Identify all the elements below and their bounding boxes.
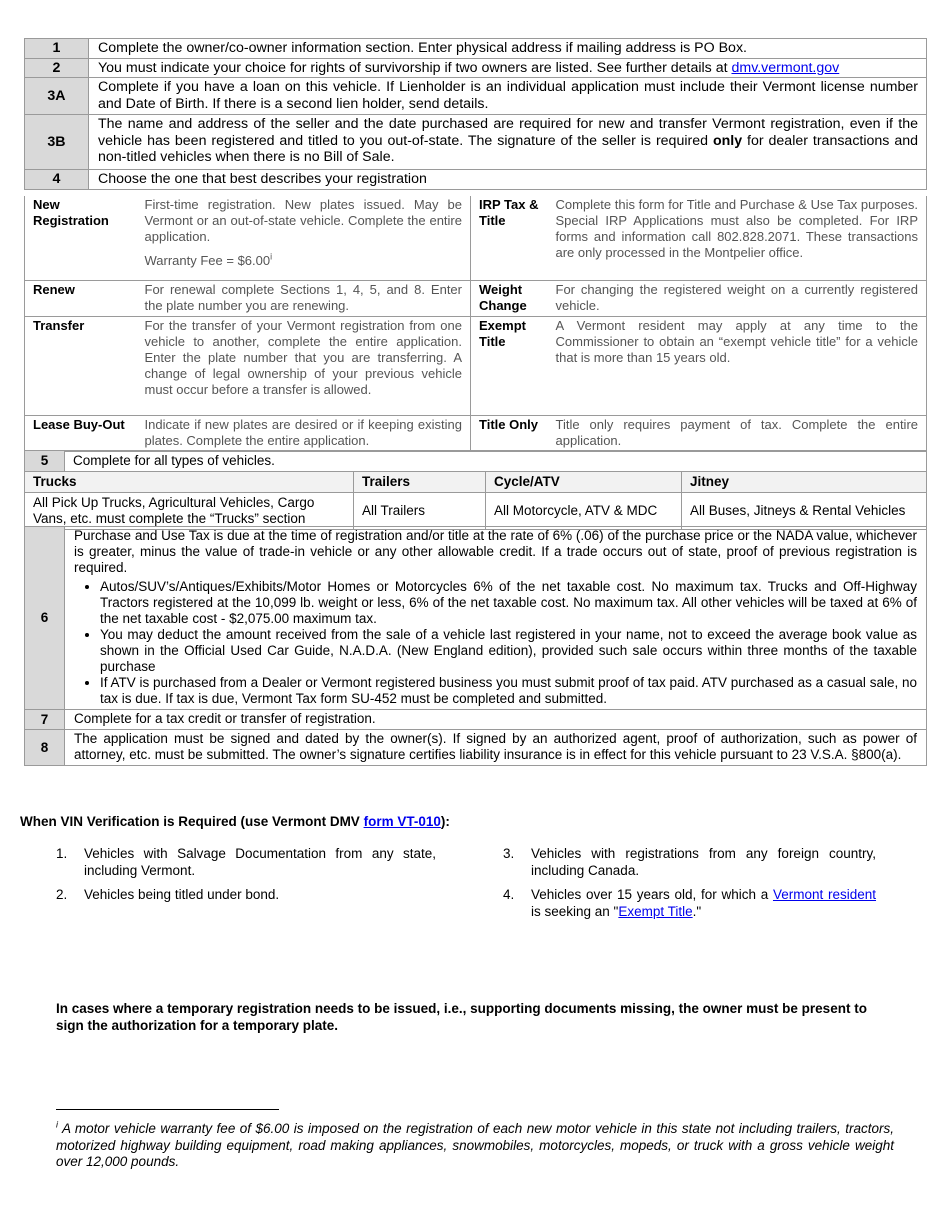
registration-type-label: Title Only — [479, 416, 538, 432]
vehicle-type-value: All Buses, Jitneys & Rental Vehicles — [682, 493, 927, 530]
registration-type-row — [25, 316, 927, 415]
step-row — [25, 58, 927, 78]
step-text: You must indicate your choice for rights of survivorship if two owners are listed. See further details at dmv.vermont.gov — [89, 58, 927, 78]
exempt-title-link[interactable]: Exempt Title — [618, 903, 693, 919]
list-item: • Autos/SUV’s/Antiques/Exhibits/Motor Homes or Motorcycles 6% of the net taxable cost. No maximum tax. Trucks and Off-Highway Tractors registered at the 10,099 lb. weight or less, 6% of the net taxable cost. No maximum tax. All other vehicles will be taxed at 6% of the net taxable cost - $2,075.00 maximum tax. — [100, 579, 917, 627]
footnote: $^i$ A motor vehicle warranty fee of $6.00 is imposed on the registration of each new motor vehicle in this state not including trailers, tractors, motorized highway building equipment, road making appliances, snowmobiles, motorcycles, mopeds, or truck with a gross vehicle weight over 12,000 pounds. — [56, 1119, 894, 1170]
section-5-heading-row — [25, 451, 927, 472]
registration-type-description: For changing the registered weight on a currently registered vehicle. — [555, 281, 918, 313]
section-number: 5 — [25, 451, 65, 472]
vin-verification-heading: When VIN Verification is Required (use Vermont DMV form VT-010): — [20, 814, 450, 829]
section-number: 8 — [25, 730, 65, 766]
vin-list-right — [503, 846, 876, 928]
registration-type-row — [25, 196, 927, 280]
footnote-divider — [56, 1109, 279, 1110]
vehicle-type-header-row — [25, 472, 927, 493]
sections-6-8-table — [24, 526, 927, 766]
step-row — [25, 115, 927, 170]
steps-table — [24, 38, 927, 190]
step-text: The name and address of the seller and the date purchased are required for new and transfer Vermont registration, even if the vehicle has been registered and titled to you out-of-state. The signature of the seller is required only for dealer transactions and non-titled vehicles when there is no Bill of Sale. — [89, 115, 927, 170]
temporary-registration-note: In cases where a temporary registration needs to be issued, i.e., supporting documents missing, the owner must be present to sign the authorization for a temporary plate. — [56, 1001, 867, 1033]
section-number: 7 — [25, 710, 65, 730]
warranty-fee: Warranty Fee = $6.00 — [144, 253, 271, 268]
list-item: 1. Vehicles with Salvage Documentation from any state, including Vermont. — [56, 846, 436, 878]
registration-type-description: Indicate if new plates are desired or if keeping existing plates. Complete the entire application. — [137, 415, 471, 451]
registration-type-row — [25, 415, 927, 451]
vehicle-type-header: Jitney — [682, 472, 927, 493]
list-item: 3. Vehicles with registrations from any foreign country, including Canada. — [503, 846, 876, 878]
list-item: 4. Vehicles over 15 years old, for which a Vermont resident is seeking an "Exempt Title." — [503, 887, 877, 919]
section-number: 6 — [25, 527, 65, 710]
section-text: The application must be signed and dated by the owner(s). If signed by an authorized agent, proof of authorization, such as power of attorney, etc. must be submitted. The owner’s signature certifies liability insurance is in effect for this vehicle pursuant to 23 V.S.A. §800(a). — [65, 730, 927, 766]
step-row — [25, 170, 927, 190]
step-number: 4 — [25, 170, 89, 190]
vehicle-type-value: All Pick Up Trucks, Agricultural Vehicles, Cargo Vans, etc. must complete the “Trucks” section — [25, 493, 354, 530]
step-text: Choose the one that best describes your registration — [89, 170, 927, 190]
vehicle-type-value: All Motorcycle, ATV & MDC — [486, 493, 682, 530]
registration-type-description: For renewal complete Sections 1, 4, 5, and 8. Enter the plate number you are renewing. — [137, 280, 471, 316]
registration-type-label: Renew — [33, 281, 75, 297]
step-row — [25, 78, 927, 115]
registration-type-label: Transfer — [33, 317, 85, 333]
registration-type-row — [25, 280, 927, 316]
section-6-row — [25, 527, 927, 710]
section-7-row — [25, 710, 927, 730]
section-text — [65, 527, 927, 710]
dmv-website-link[interactable]: dmv.vermont.gov — [731, 59, 840, 76]
registration-type-label: Exempt Title — [479, 317, 526, 349]
vehicle-type-value: All Trailers — [354, 493, 486, 530]
step-number: 2 — [25, 58, 89, 78]
registration-type-label: Weight Change — [479, 281, 527, 313]
registration-type-label: Lease Buy-Out — [33, 416, 125, 432]
step-number: 3A — [25, 78, 89, 115]
step-text: Complete the owner/co-owner information section. Enter physical address if mailing address is PO Box. — [89, 39, 927, 59]
section-5-table — [24, 450, 927, 530]
registration-type-label: New Registration — [33, 197, 109, 228]
registration-type-description: Complete this form for Title and Purchase & Use Tax purposes. Special IRP Applications must also be completed. For IRP forms and information call 802.828.2071. These transactions are only processed in the Montpelier office. — [555, 197, 918, 260]
step-text: Complete if you have a loan on this vehicle. If Lienholder is an individual application must include their Vermont license number and Date of Birth. If there is a second lien holder, send details. — [89, 78, 927, 115]
registration-type-description: A Vermont resident may apply at any time to the Commissioner to obtain an “exempt vehicle title” for a vehicle that is more than 15 years old. — [555, 317, 918, 365]
step-row — [25, 39, 927, 59]
vehicle-type-header: Trucks — [25, 472, 354, 493]
list-item: • If ATV is purchased from a Dealer or Vermont registered business you must submit proof of tax paid. ATV purchased as a casual sale, no tax is due. If tax is due, Vermont Tax form SU-452 must be completed and submitted. — [100, 675, 917, 707]
section-8-row — [25, 730, 927, 766]
registration-type-description: For the transfer of your Vermont registration from one vehicle to another, complete the entire application. Enter the plate number that you are transferring. A change of legal ownership of your previous vehicle must occur before a transfer is allowed. — [137, 316, 471, 415]
vin-list-left — [56, 846, 436, 912]
step-number: 3B — [25, 115, 89, 170]
vehicle-type-header: Trailers — [354, 472, 486, 493]
registration-types-table — [24, 196, 927, 452]
vehicle-type-header: Cycle/ATV — [486, 472, 682, 493]
registration-type-description: Title only requires payment of tax. Complete the entire application. — [555, 416, 918, 448]
form-vt-010-link[interactable]: form VT-010 — [363, 814, 441, 829]
vehicle-type-values-row — [25, 493, 927, 530]
list-item: • You may deduct the amount received from the sale of a vehicle last registered in your name, not to exceed the average book value as shown in the Official Used Car Guide, N.A.D.A. (New England edition), provided such sale occurs within three months of the taxable purchase — [100, 627, 917, 675]
step-number: 1 — [25, 39, 89, 59]
section-text: Complete for a tax credit or transfer of registration. — [65, 710, 927, 730]
section-6-intro: Purchase and Use Tax is due at the time of registration and/or title at the rate of 6% (.06) of the purchase price or the NADA value, whichever is greater, minus the value of trade-in vehicle or any other allowable credit. If a trade occurs out of state, proof of previous registration is required. — [74, 528, 917, 575]
registration-type-label: IRP Tax & Title — [479, 197, 539, 228]
section-text: Complete for all types of vehicles. — [65, 451, 927, 472]
registration-type-description: First-time registration. New plates issued. May be Vermont or an out-of-state vehicle. Complete the entire application. Warranty Fee = $\$6.00^i$ — [137, 196, 471, 280]
vermont-resident-link[interactable]: Vermont resident — [772, 887, 877, 902]
tax-rules-list — [74, 579, 917, 707]
list-item: 2. Vehicles being titled under bond. — [56, 887, 280, 902]
